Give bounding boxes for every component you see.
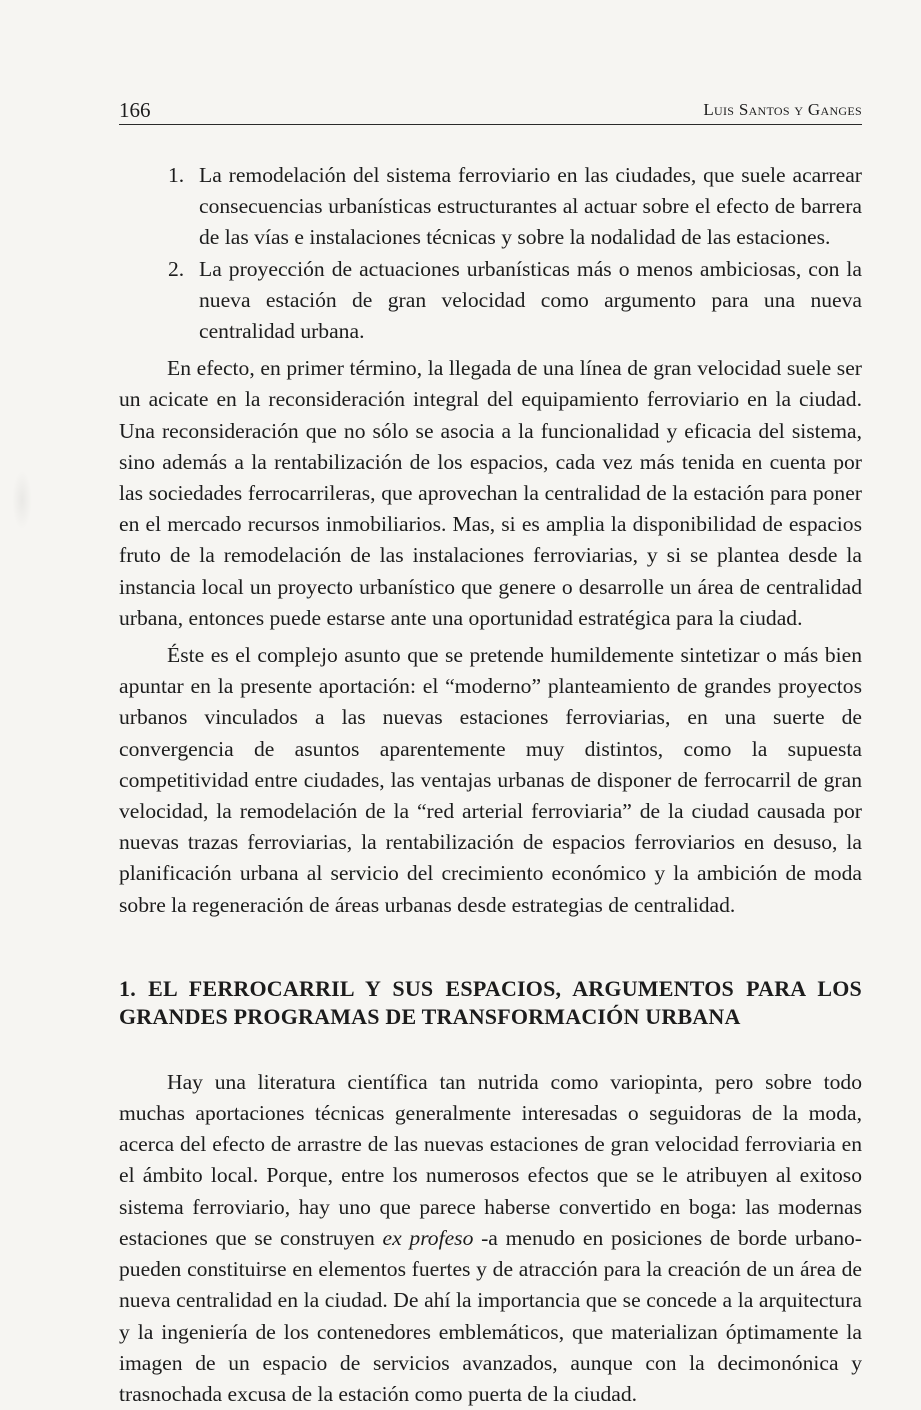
running-head-author: Luis Santos y Ganges [703, 100, 862, 119]
italic-phrase: ex profeso [382, 1225, 474, 1250]
page-number: 166 [119, 98, 151, 122]
section-title: EL FERROCARRIL Y SUS ESPACIOS, ARGUMENTOS PARA LOS GRANDES PROGRAMAS DE TRANSFORMACIÓN URBANA [119, 975, 862, 1029]
page-body [119, 160, 862, 1410]
list-marker: 1. [168, 163, 185, 187]
section-paragraph-text-1: Hay una literatura científica tan nutrida como variopinta, pero sobre todo muchas aportaciones técnicas generalmente interesadas o seguidoras de la moda, acerca del efecto de arrastre de las nuevas estaciones de gran velocidad ferroviaria en el ámbito local. Porque, entre los numerosos efectos que se le atribuyen al exitoso sistema ferroviario, hay uno que parece haberse convertido en boga: las modernas estaciones que se construyen [119, 1069, 862, 1250]
section-paragraph [119, 1067, 862, 1410]
numbered-list [119, 160, 862, 347]
page-header [119, 96, 862, 125]
scan-shadow [12, 470, 32, 530]
section-number: 1. [119, 975, 136, 1001]
list-item [119, 160, 862, 254]
list-item [119, 254, 862, 348]
list-item-text: La proyección de actuaciones urbanísticas más o menos ambiciosas, con la nueva estación de gran velocidad como argumento para una nueva centralidad urbana. [199, 256, 862, 344]
section-paragraph-text-2: -a menudo en posiciones de borde urbano- pueden constituirse en elementos fuertes y de atracción para la creación de un área de nueva centralidad en la ciudad. De ahí la importancia que se concede a la arquitectura y la ingeniería de los contenedores emblemáticos, que materializan óptimamente la imagen de un espacio de servicios avanzados, aunque con la decimonónica y trasnochada excusa de la estación como puerta de la ciudad. [119, 1225, 862, 1406]
body-paragraph: Éste es el complejo asunto que se pretende humildemente sintetizar o más bien apuntar en la presente aportación: el “moderno” planteamiento de grandes proyectos urbanos vinculados a las nuevas estaciones ferroviarias, en una suerte de convergencia de asuntos aparentemente muy distintos, como la supuesta competitividad entre ciudades, las ventajas urbanas de disponer de ferrocarril de gran velocidad, la remodelación de la “red arterial ferroviaria” de la ciudad causada por nuevas trazas ferroviarias, la rentabilización de espacios ferroviarios en desuso, la planificación urbana al servicio del crecimiento económico y la ambición de moda sobre la regeneración de áreas urbanas desde estrategias de centralidad. [119, 643, 862, 917]
section-heading [119, 975, 862, 1031]
list-marker: 2. [168, 256, 185, 281]
list-item-text: La remodelación del sistema ferroviario en las ciudades, que suele acarrear consecuencias urbanísticas estructurantes al actuar sobre el efecto de barrera de las vías e instalaciones técnicas y sobre la nodalidad de las estaciones. [199, 163, 862, 250]
body-paragraph: En efecto, en primer término, la llegada de una línea de gran velocidad suele ser un acicate en la reconsideración integral del equipamiento ferroviario en la ciudad. Una reconsideración que no sólo se asocia a la funcionalidad y eficacia del sistema, sino además a la rentabilización de los espacios, cada vez más tenida en cuenta por las sociedades ferrocarrileras, que aprovechan la centralidad de la estación para poner en el mercado recursos inmobiliarios. Mas, si es amplia la disponibilidad de espacios fruto de la remodelación de las instalaciones ferroviarias, y si se plantea desde la instancia local un proyecto urbanístico que genere o desarrolle un área de centralidad urbana, entonces puede estarse ante una oportunidad estratégica para la ciudad. [119, 356, 862, 630]
